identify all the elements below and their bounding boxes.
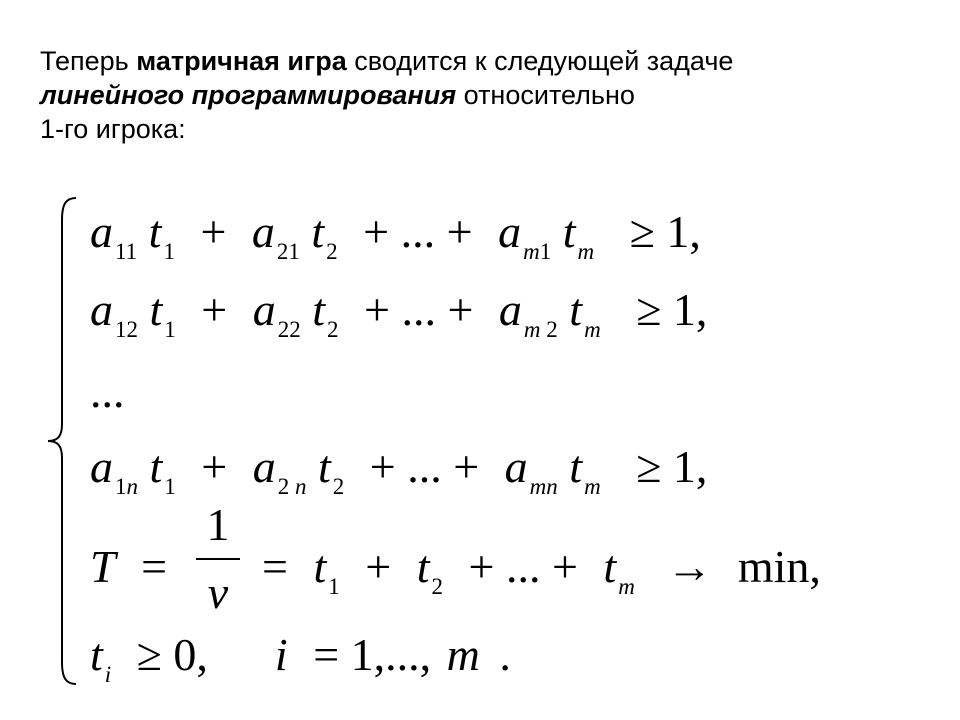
intro-text-part: Теперь <box>40 46 137 76</box>
min-label: min, <box>737 541 821 592</box>
intro-bold-term: матричная игра <box>136 46 347 76</box>
geq-one: ≥ 1, <box>636 441 708 492</box>
intro-text-part: относительно <box>456 80 635 110</box>
arrow-icon: → <box>666 541 713 592</box>
constraint-row-2: $a_{12}$ $t_1 + a_{22}$ $t_2$ + ... + $a_{m 2}$ $t_m \ge 1$, <box>90 284 708 342</box>
fraction-numerator: 1 <box>206 499 230 550</box>
objective-row: T = = $t_1 + t_2$ + ... + $t_m \to \min$, <box>90 541 821 599</box>
geq-one: ≥ 1, <box>636 284 708 335</box>
fraction-bar <box>196 558 240 560</box>
constraint-row-1: $a_{11}$ $t_1 + a_{21}$ $t_2$ + ... + $a_{m1}$ $t_m \ge 1$, <box>90 206 701 264</box>
geq-one: ≥ 1, <box>629 206 701 257</box>
objective-T: T <box>90 541 116 592</box>
intro-bold-italic-term: линейного программирования <box>40 80 457 110</box>
fraction-denominator: v <box>207 567 229 618</box>
ellipsis-row: ... <box>90 366 125 417</box>
intro-text-part: сводится к следующей задаче <box>346 46 734 76</box>
intro-text-part: 1-го игрока: <box>40 114 186 144</box>
nonnegativity-row: $t_i \ge 0$, i = 1,..., m . <box>90 629 511 687</box>
constraint-row-n: $a_{1n}$ $t_1 + a_{2 n}$ $t_2$ + ... + $a_{mn}$ $t_m \ge 1$, <box>90 441 708 499</box>
fraction-one-over-v <box>196 498 240 618</box>
